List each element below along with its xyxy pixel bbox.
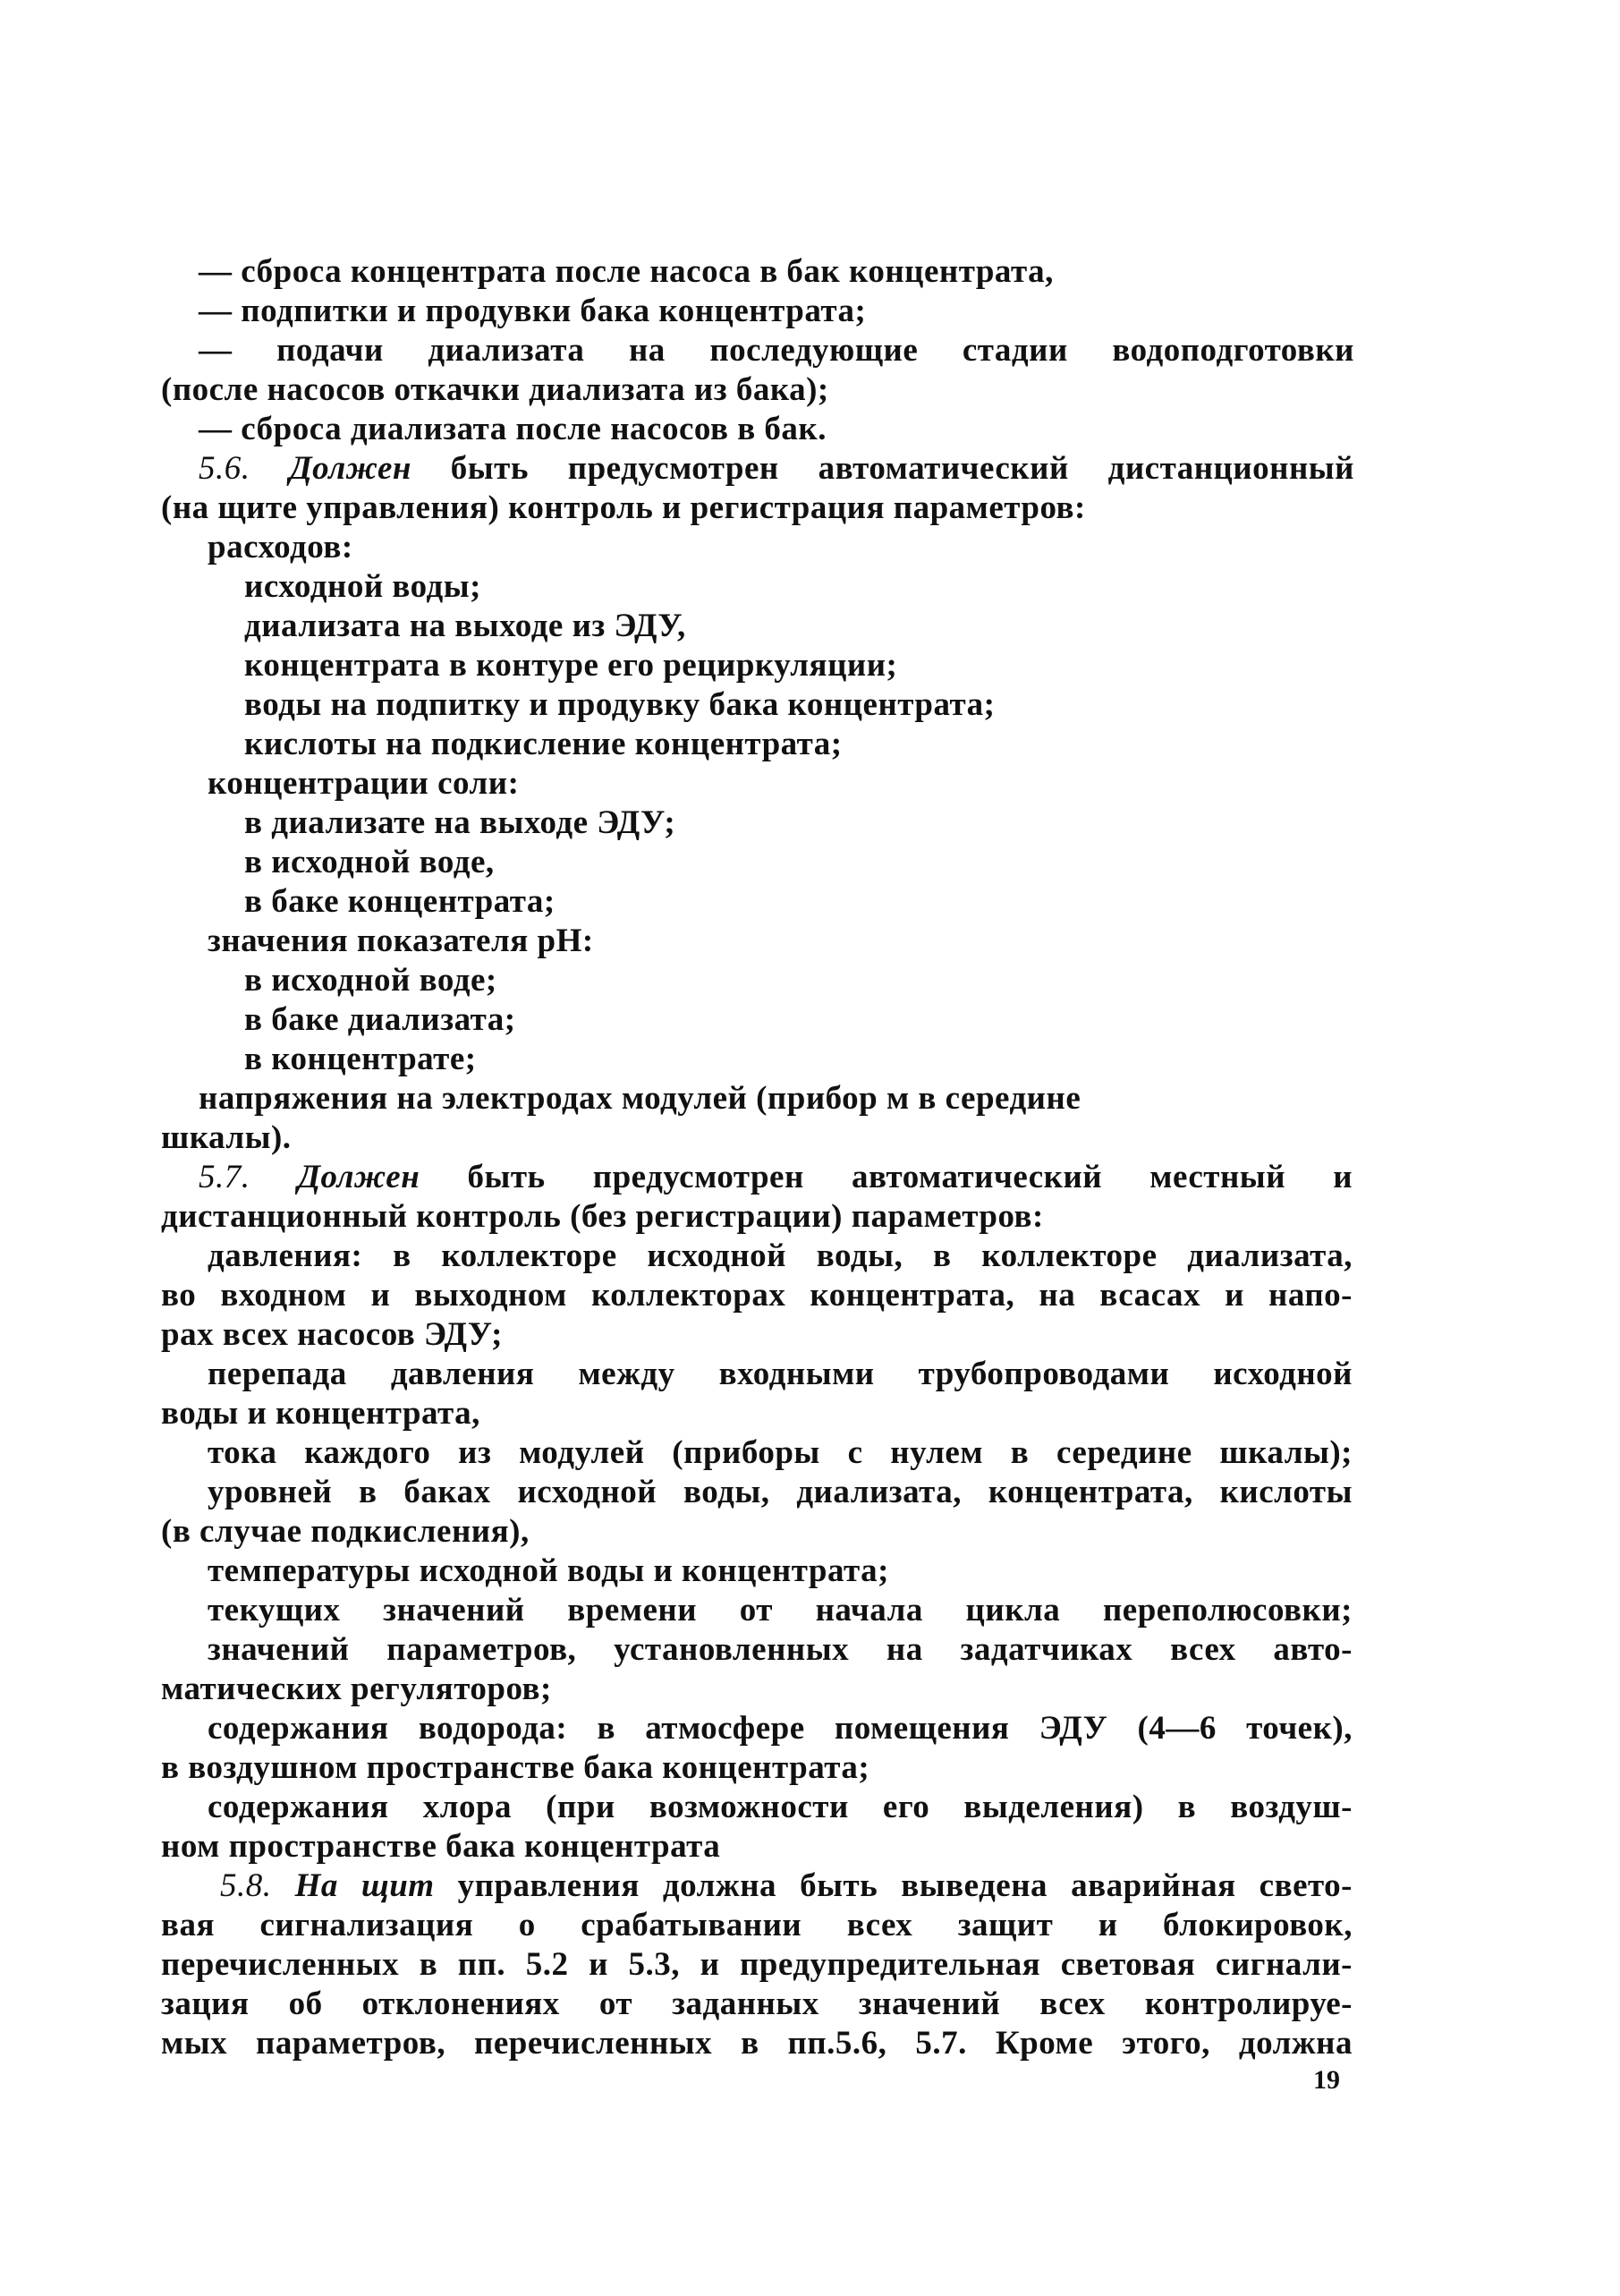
text-line: во входном и выходном коллекторах концентрата, на всасах и напо- bbox=[161, 1277, 1353, 1314]
section-number: 5.6. bbox=[199, 450, 250, 487]
text-line bbox=[220, 1867, 1353, 1906]
text-line: шкалы). bbox=[161, 1119, 292, 1156]
text-line: перечисленных в пп. 5.2 и 5.3, и предупредительная световая сигнали- bbox=[161, 1946, 1353, 1983]
text-line: матических регуляторов; bbox=[161, 1671, 552, 1707]
section-text: быть предусмотрен автоматический местный и bbox=[467, 1159, 1353, 1195]
text-line: значений параметров, установленных на задатчиках всех авто- bbox=[208, 1631, 1353, 1668]
text-line: концентрата в контуре его рециркуляции; bbox=[244, 647, 898, 684]
section-keyword: Должен bbox=[289, 450, 411, 487]
text-line: — подачи диализата на последующие стадии водоподготовки bbox=[199, 332, 1354, 369]
text-line: исходной воды; bbox=[244, 568, 481, 605]
text-line: — сброса диализата после насосов в бак. bbox=[199, 411, 827, 447]
text-line: в исходной воде; bbox=[244, 962, 497, 999]
text-line: в баке диализата; bbox=[244, 1001, 516, 1038]
text-line: напряжения на электродах модулей (прибор м в середине bbox=[199, 1080, 1081, 1117]
text-line bbox=[199, 449, 1354, 489]
text-line bbox=[199, 1158, 1353, 1197]
text-line: в баке концентрата; bbox=[244, 883, 556, 920]
text-line: мых параметров, перечисленных в пп.5.6, 5.7. Кроме этого, должна bbox=[161, 2025, 1353, 2062]
text-line: (на щите управления) контроль и регистрация параметров: bbox=[161, 489, 1086, 526]
text-line: давления: в коллекторе исходной воды, в коллекторе диализата, bbox=[208, 1237, 1353, 1274]
section-number: 5.8. bbox=[220, 1867, 272, 1904]
text-line: зация об отклонениях от заданных значений всех контролируе- bbox=[161, 1986, 1353, 2022]
text-line: уровней в баках исходной воды, диализата, концентрата, кислоты bbox=[208, 1474, 1353, 1510]
text-line: значения показателя pH: bbox=[208, 923, 594, 959]
section-number: 5.7. bbox=[199, 1159, 250, 1195]
text-line: — подпитки и продувки бака концентрата; bbox=[199, 293, 867, 329]
text-line: воды и концентрата, bbox=[161, 1395, 480, 1432]
section-text: быть предусмотрен автоматический дистанционный bbox=[450, 450, 1354, 487]
text-line: воды на подпитку и продувку бака концентрата; bbox=[244, 686, 996, 723]
text-line: диализата на выходе из ЭДУ, bbox=[244, 608, 686, 644]
text-line: — сброса концентрата после насоса в бак концентрата, bbox=[199, 253, 1054, 290]
text-line: ном пространстве бака концентрата bbox=[161, 1828, 721, 1865]
page-number: 19 bbox=[1313, 2065, 1340, 2095]
section-text: управления должна быть выведена аварийная свето- bbox=[457, 1867, 1353, 1904]
text-line: в воздушном пространстве бака концентрата; bbox=[161, 1749, 870, 1786]
text-line: кислоты на подкисление концентрата; bbox=[244, 726, 843, 762]
text-line: текущих значений времени от начала цикла переполюсовки; bbox=[208, 1592, 1353, 1628]
text-line: (после насосов откачки диализата из бака); bbox=[161, 371, 829, 408]
section-keyword: На щит bbox=[294, 1867, 435, 1904]
text-line: тока каждого из модулей (приборы с нулем в середине шкалы); bbox=[208, 1434, 1353, 1471]
text-line: в концентрате; bbox=[244, 1041, 477, 1077]
text-line: температуры исходной воды и концентрата; bbox=[208, 1552, 889, 1589]
text-line: (в случае подкисления), bbox=[161, 1513, 530, 1550]
text-line: рах всех насосов ЭДУ; bbox=[161, 1316, 503, 1353]
text-line: вая сигнализация о срабатывании всех защит и блокировок, bbox=[161, 1907, 1353, 1943]
text-line: перепада давления между входными трубопроводами исходной bbox=[208, 1356, 1353, 1392]
text-line: в диализате на выходе ЭДУ; bbox=[244, 804, 676, 841]
text-line: содержания хлора (при возможности его выделения) в воздуш- bbox=[208, 1789, 1353, 1825]
text-line: в исходной воде, bbox=[244, 844, 495, 880]
text-line: расходов: bbox=[208, 529, 353, 565]
text-line: дистанционный контроль (без регистрации) параметров: bbox=[161, 1198, 1044, 1235]
section-keyword: Должен bbox=[297, 1159, 420, 1195]
text-line: содержания водорода: в атмосфере помещения ЭДУ (4—6 точек), bbox=[208, 1710, 1353, 1747]
text-line: концентрации соли: bbox=[208, 765, 520, 802]
